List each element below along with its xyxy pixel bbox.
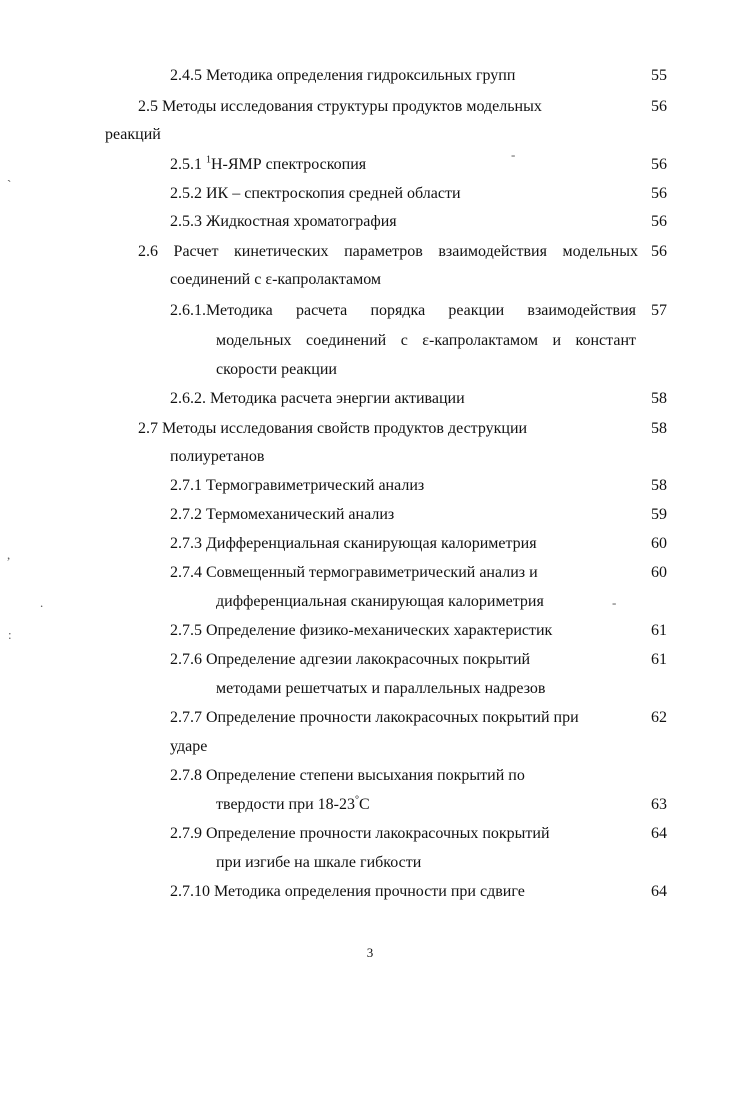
toc-page-2-4-5: 55 <box>651 67 667 84</box>
toc-page-2-7-3: 60 <box>651 535 667 552</box>
toc-entry-2-7-10: 2.7.10 Методика определения прочности при сдвиге <box>170 883 525 900</box>
toc-entry-2-7-8-cont: твердости при 18-23°С <box>216 794 370 813</box>
toc-entry-2-6-1: 2.6.1.Методика расчета порядка реакции взаимодействия <box>170 302 636 319</box>
scan-speck: ` <box>7 177 12 192</box>
toc-page-2-7-6: 61 <box>651 651 667 668</box>
toc-page-2-5: 56 <box>651 98 667 115</box>
toc-entry-2-7-1: 2.7.1 Термогравиметрический анализ <box>170 477 425 494</box>
toc-entry-2-6: 2.6 Расчет кинетических параметров взаимодействия модельных <box>138 243 638 260</box>
toc-entry-2-7: 2.7 Методы исследования свойств продуктов деструкции <box>138 420 528 437</box>
toc-page-2-5-3: 56 <box>651 213 667 230</box>
toc-entry-2-7-9: 2.7.9 Определение прочности лакокрасочных покрытий <box>170 825 550 842</box>
toc-entry-2-6-1-cont: модельных соединений с ε-капролактамом и констант <box>216 332 636 349</box>
toc-page-2-6: 56 <box>651 243 667 260</box>
toc-entry-2-6-cont: соединений с ε-капролактамом <box>170 271 382 288</box>
scan-speck: - <box>511 147 516 162</box>
toc-page-2-7-4: 60 <box>651 564 667 581</box>
toc-entry-2-7-cont: полиуретанов <box>170 448 265 465</box>
toc-page-2-7-8: 63 <box>651 796 667 813</box>
toc-entry-2-7-6: 2.7.6 Определение адгезии лакокрасочных покрытий <box>170 651 531 668</box>
toc-page-2-7-10: 64 <box>651 883 667 900</box>
toc-entry-2-7-6-cont: методами решетчатых и параллельных надрезов <box>216 680 546 697</box>
toc-entry-2-5-3: 2.5.3 Жидкостная хроматография <box>170 213 397 230</box>
toc-entry-2-7-4: 2.7.4 Совмещенный термогравиметрический анализ и <box>170 564 538 581</box>
toc-page-2-7-5: 61 <box>651 622 667 639</box>
toc-page-2-5-2: 56 <box>651 185 667 202</box>
toc-entry-2-5-cont: реакций <box>105 126 161 143</box>
toc-page-2-7: 58 <box>651 420 667 437</box>
toc-entry-2-7-7: 2.7.7 Определение прочности лакокрасочных покрытий при <box>170 709 579 726</box>
toc-page-2-7-1: 58 <box>651 477 667 494</box>
toc-entry-2-5-2: 2.5.2 ИК – спектроскопия средней области <box>170 185 461 202</box>
toc-entry-2-7-7-cont: ударе <box>170 738 208 755</box>
toc-entry-2-7-3: 2.7.3 Дифференциальная сканирующая калориметрия <box>170 535 537 552</box>
toc-entry-2-5-1: 2.5.1 $^1$Н-ЯМР спектроскопия <box>170 154 367 173</box>
toc-entry-2-6-1-cont2: скорости реакции <box>216 361 337 378</box>
toc-entry-2-7-8: 2.7.8 Определение степени высыхания покрытий по <box>170 767 525 784</box>
scan-speck: . <box>40 595 44 610</box>
toc-entry-2-6-2: 2.6.2. Методика расчета энергии активации <box>170 390 465 407</box>
toc-page-2-7-2: 59 <box>651 506 667 523</box>
scan-speck: , <box>7 547 11 562</box>
toc-entry-2-7-4-cont: дифференциальная сканирующая калориметрия <box>216 593 544 610</box>
page-number: 3 <box>366 945 374 960</box>
scan-speck: : <box>8 627 12 642</box>
toc-entry-2-7-2: 2.7.2 Термомеханический анализ <box>170 506 395 523</box>
toc-entry-2-4-5: 2.4.5 Методика определения гидроксильных групп <box>170 67 516 84</box>
toc-entry-2-7-9-cont: при изгибе на шкале гибкости <box>216 854 422 871</box>
toc-entry-2-5: 2.5 Методы исследования структуры продуктов модельных <box>138 98 542 115</box>
toc-page-2-6-1: 57 <box>651 302 667 319</box>
toc-page-2-7-9: 64 <box>651 825 667 842</box>
toc-page-2-5-1: 56 <box>651 156 667 173</box>
toc-page-2-7-7: 62 <box>651 709 667 726</box>
scan-speck: - <box>612 595 617 610</box>
toc-entry-2-7-5: 2.7.5 Определение физико-механических характеристик <box>170 622 553 639</box>
toc-page-2-6-2: 58 <box>651 390 667 407</box>
